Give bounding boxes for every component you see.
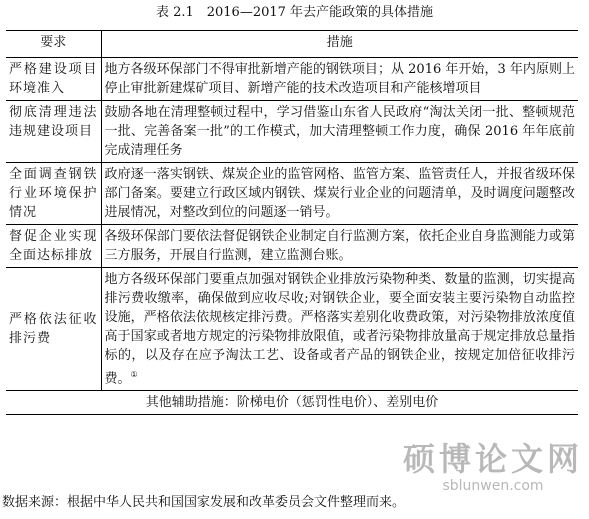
requirement-column-header: 要求 [6, 31, 101, 58]
table-row [6, 225, 578, 268]
measure-column-header: 措施 [326, 35, 353, 50]
requirement-cell: 严格建设项目环境准入 [6, 58, 101, 101]
measure-text: 地方各级环保部门要重点加强对钢铁企业排放污染物种类、数量的监测，切实提高排污费收缴率，确保做到应收尽收;对钢铁企业，要全面安装主要污染物自动监控设施，严格依法依规核定排污费。严格落实差别化收费政策，对污染物排放浓度值高于国家或者地方规定的污染物排放限值，或者污染物排放量高于规定排放总量指标的，以及存在应予淘汰工艺、设备或者产品的钢铁企业，按规定加倍征收排污费。 [104, 272, 575, 387]
watermark-title: 硕博论文网 [402, 440, 583, 478]
policy-table [6, 30, 578, 415]
watermark [403, 440, 583, 494]
other-measures-row [6, 391, 578, 415]
data-source-note: 数据来源：根据中华人民共和国国家发展和改革委员会文件整理而来。 [2, 495, 406, 510]
table-row [6, 101, 578, 163]
table-caption: 表 2.1 2016—2017 年去产能政策的具体措施 [155, 5, 434, 20]
table-row [6, 268, 578, 391]
measure-cell: 鼓励各地在清理整顿过程中，学习借鉴山东省人民政府“淘汰关闭一批、整顿规范一批、完善备案一批”的工作模式，加大清理整顿工作力度，确保 2016 年年底前完成清理任务 [104, 105, 575, 158]
measure-cell: 各级环保部门要依法督促钢铁企业制定自行监测方案，依托企业自身监测能力或第三方服务，开展自行监测，建立监测台账。 [104, 229, 575, 263]
requirement-cell: 督促企业实现全面达标排放 [6, 225, 101, 268]
table-row [6, 163, 578, 225]
table-header-row [6, 31, 578, 58]
measure-cell [101, 268, 578, 391]
table-row [6, 58, 578, 101]
requirement-cell: 严格依法征收排污费 [6, 268, 101, 391]
measure-cell: 政府逐一落实钢铁、煤炭企业的监管网格、监管方案、监管责任人，并报省级环保部门备案。要建立行政区域内钢铁、煤炭行业企业的问题清单，及时调度问题整改进展情况，对整改到位的问题逐一销号。 [104, 167, 575, 220]
measure-cell: 地方各级环保部门不得审批新增产能的钢铁项目；从 2016 年开始，3 年内原则上停止审批新建煤矿项目、新增产能的技术改造项目和产能核增项目 [104, 62, 575, 96]
watermark-url: sblunwen.com [442, 478, 544, 494]
requirement-cell: 全面调查钢铁行业环境保护情况 [6, 163, 101, 225]
other-measures-cell: 其他辅助措施：阶梯电价（惩罚性电价）、差别电价 [145, 395, 439, 411]
requirement-cell: 彻底清理违法违规建设项目 [6, 101, 101, 163]
footnote-mark: ① [130, 370, 138, 379]
